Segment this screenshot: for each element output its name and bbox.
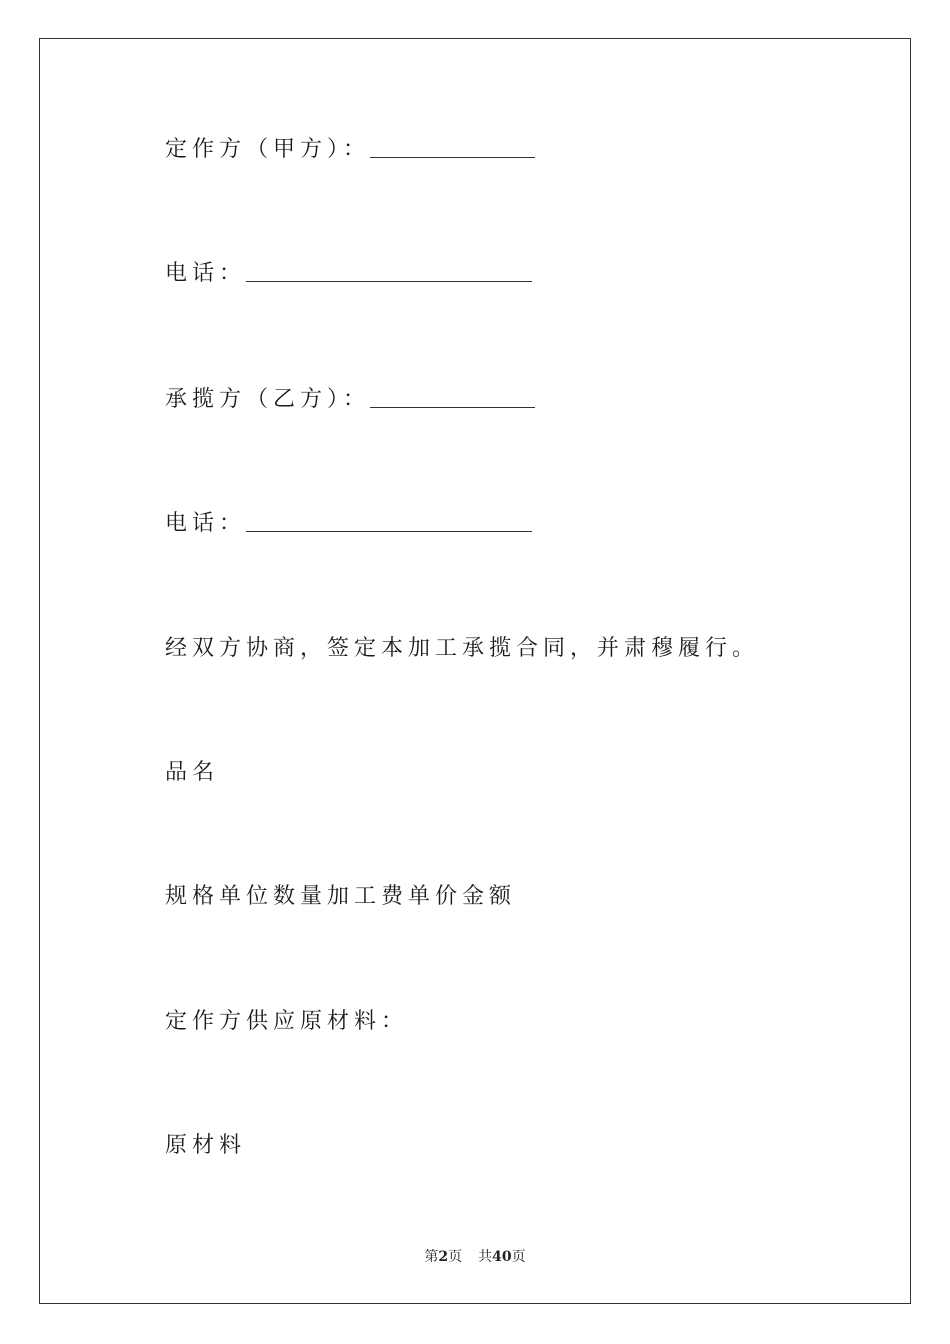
party-a-blank	[370, 139, 535, 158]
party-b-blank	[370, 389, 535, 408]
party-a-phone-label: 电话：	[165, 261, 247, 286]
agreement-paragraph: 经双方协商，签定本加工承揽合同，并肃穆履行。	[165, 636, 760, 661]
page-footer	[0, 1248, 950, 1266]
spec-columns-line: 规格单位数量加工费单价金额	[165, 884, 517, 909]
footer-total-prefix: 共	[478, 1249, 493, 1265]
footer-page-prefix: 第	[424, 1249, 439, 1265]
footer-page-number: 2	[438, 1249, 449, 1265]
material-supply-line: 定作方供应原材料：	[165, 1009, 409, 1034]
footer-page-suffix: 页	[448, 1249, 463, 1265]
footer-total-suffix: 页	[511, 1249, 526, 1265]
party-b-phone-label: 电话：	[165, 511, 247, 536]
party-b-phone-blank	[246, 513, 532, 532]
party-b-label: 承揽方（乙方）：	[165, 387, 371, 412]
party-a-phone-line	[165, 262, 532, 286]
footer-total-pages: 40	[492, 1249, 512, 1265]
party-a-label: 定作方（甲方）：	[165, 137, 371, 162]
party-b-line	[165, 388, 535, 412]
party-a-line	[165, 138, 535, 162]
product-name-heading: 品名	[165, 760, 220, 785]
party-a-phone-blank	[246, 263, 532, 282]
page-border	[39, 38, 911, 1304]
raw-material-heading: 原材料	[165, 1133, 247, 1158]
party-b-phone-line	[165, 512, 532, 536]
